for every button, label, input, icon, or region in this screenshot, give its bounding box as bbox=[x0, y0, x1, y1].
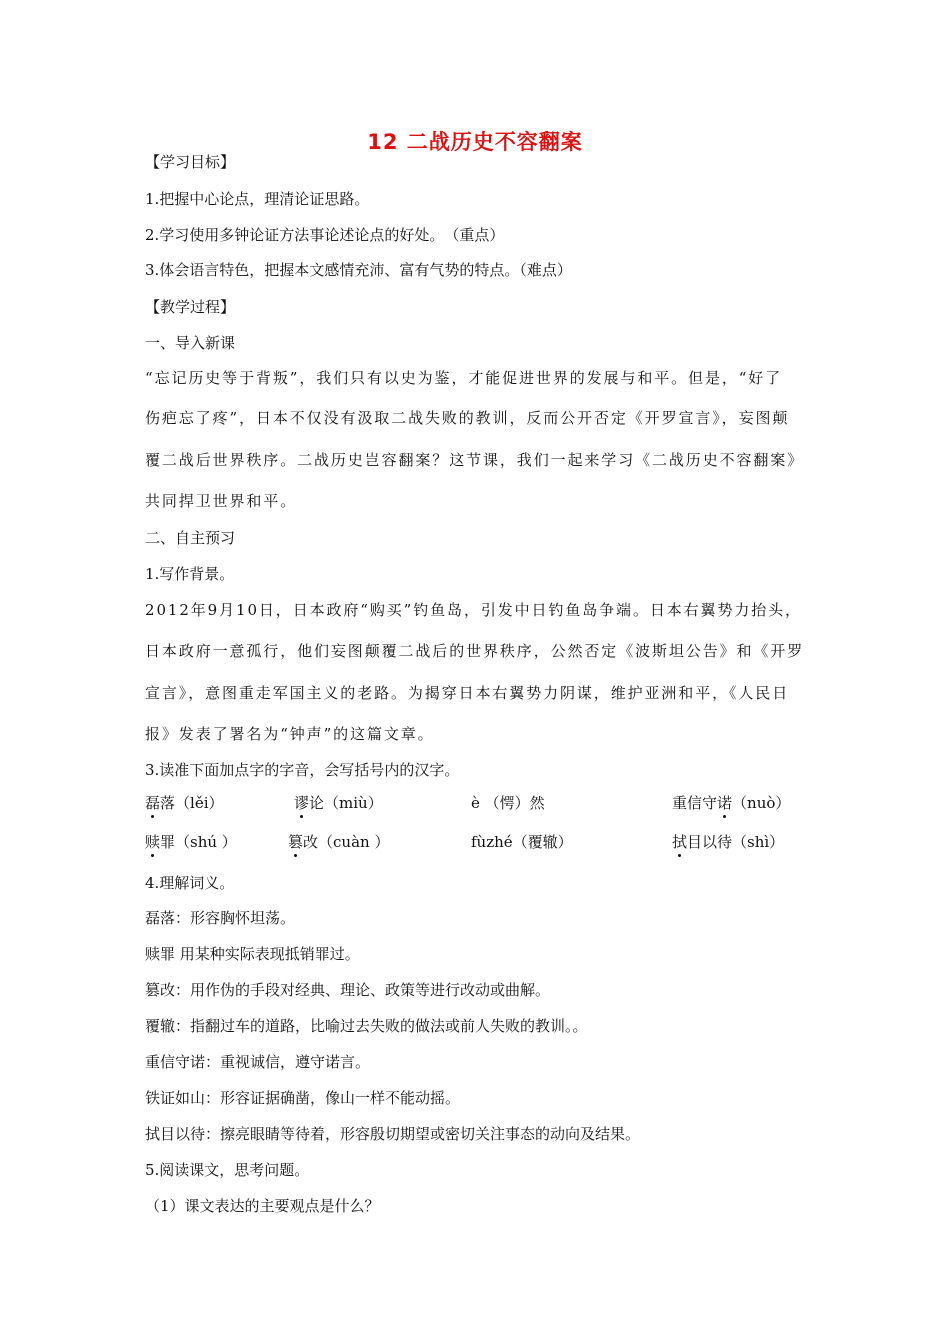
process-heading: 【教学过程】 bbox=[145, 298, 236, 316]
background-paragraph-line: 报》发表了署名为“钟声”的这篇文章。 bbox=[145, 725, 435, 743]
meaning-item: 磊落：形容胸怀坦荡。 bbox=[145, 909, 296, 927]
intro-paragraph-line: 伤疤忘了疼”，日本不仅没有汲取二战失败的教训，反而公开否定《开罗宣言》，妄图颠 bbox=[145, 409, 790, 427]
document-title: 12 二战历史不容翻案 bbox=[367, 130, 583, 154]
background-paragraph-line: 宣言》，意图重走军国主义的老路。为揭穿日本右翼势力阴谋，维护亚洲和平，《人民日 bbox=[145, 684, 790, 702]
section-heading-preview: 二、自主预习 bbox=[145, 529, 236, 547]
pronunciation-item bbox=[672, 832, 784, 852]
pronunciation-text: 改（cuàn ） bbox=[303, 833, 390, 851]
question-item: （1）课文表达的主要观点是什么？ bbox=[145, 1197, 380, 1215]
dotted-character: 谬 bbox=[294, 794, 310, 812]
reading-heading: 5.阅读课文，思考问题。 bbox=[145, 1161, 310, 1179]
pronunciation-item bbox=[672, 793, 790, 813]
goals-heading: 【学习目标】 bbox=[145, 153, 236, 171]
pronunciation-item: fùzhé（覆辙） bbox=[471, 833, 573, 851]
dotted-character: 诺 bbox=[717, 794, 733, 812]
pronunciation-item bbox=[294, 793, 383, 813]
intro-paragraph-line: “忘记历史等于背叛”，我们只有以史为鉴，才能促进世界的发展与和平。但是，“好了 bbox=[145, 369, 783, 387]
background-paragraph-line: 日本政府一意孤行，他们妄图颠覆二战后的世界秩序，公然否定《波斯坦公告》和《开罗 bbox=[145, 642, 805, 660]
pronunciation-heading: 3.读准下面加点字的字音，会写括号内的汉字。 bbox=[145, 761, 460, 779]
section-heading-intro: 一、导入新课 bbox=[145, 334, 236, 352]
pronunciation-text: 罪（shú ） bbox=[160, 833, 237, 851]
meaning-item: 篡改：用作伪的手段对经典、理论、政策等进行改动或曲解。 bbox=[145, 981, 551, 999]
pronunciation-text: （nuò） bbox=[732, 794, 791, 812]
pronunciation-item bbox=[288, 832, 389, 852]
dotted-character: 赎 bbox=[145, 833, 161, 851]
dotted-character: 磊 bbox=[145, 794, 161, 812]
pronunciation-text: 重信守 bbox=[672, 794, 718, 812]
meaning-item: 拭目以待：擦亮眼睛等待着，形容殷切期望或密切关注事态的动向及结果。 bbox=[145, 1125, 641, 1143]
pronunciation-item bbox=[145, 832, 237, 852]
pronunciation-text: 目以待（shì） bbox=[687, 833, 785, 851]
meaning-heading: 4.理解词义。 bbox=[145, 874, 235, 892]
goal-item-2: 2.学习使用多钟论证方法事论述论点的好处。 （重点） bbox=[145, 226, 505, 244]
meaning-item: 铁证如山：形容证据确凿，像山一样不能动摇。 bbox=[145, 1089, 461, 1107]
meaning-item: 覆辙：指翻过车的道路，比喻过去失败的做法或前人失败的教训。。 bbox=[145, 1017, 588, 1035]
intro-paragraph-line: 共同捍卫世界和平。 bbox=[145, 492, 298, 510]
background-paragraph-line: 2012年9月10日，日本政府“购买”钓鱼岛，引发中日钓鱼岛争端。日本右翼势力抬头， bbox=[145, 601, 802, 619]
dotted-character: 篡 bbox=[288, 833, 304, 851]
meaning-item: 重信守诺：重视诚信，遵守诺言。 bbox=[145, 1053, 371, 1071]
dotted-character: 拭 bbox=[672, 833, 688, 851]
goal-item-1: 1.把握中心论点，理清论证思路。 bbox=[145, 190, 370, 208]
pronunciation-text: 论（miù） bbox=[309, 794, 383, 812]
pronunciation-text: 落（lěi） bbox=[160, 794, 224, 812]
pronunciation-item bbox=[145, 793, 224, 813]
pronunciation-item: è （愕）然 bbox=[471, 794, 545, 812]
meaning-item: 赎罪 用某种实际表现抵销罪过。 bbox=[145, 945, 360, 963]
goal-item-3: 3.体会语言特色，把握本文感情充沛、富有气势的特点。（难点） bbox=[145, 261, 572, 279]
background-heading: 1.写作背景。 bbox=[145, 565, 235, 583]
intro-paragraph-line: 覆二战后世界秩序。二战历史岂容翻案？这节课，我们一起来学习《二战历史不容翻案》 bbox=[145, 451, 805, 469]
